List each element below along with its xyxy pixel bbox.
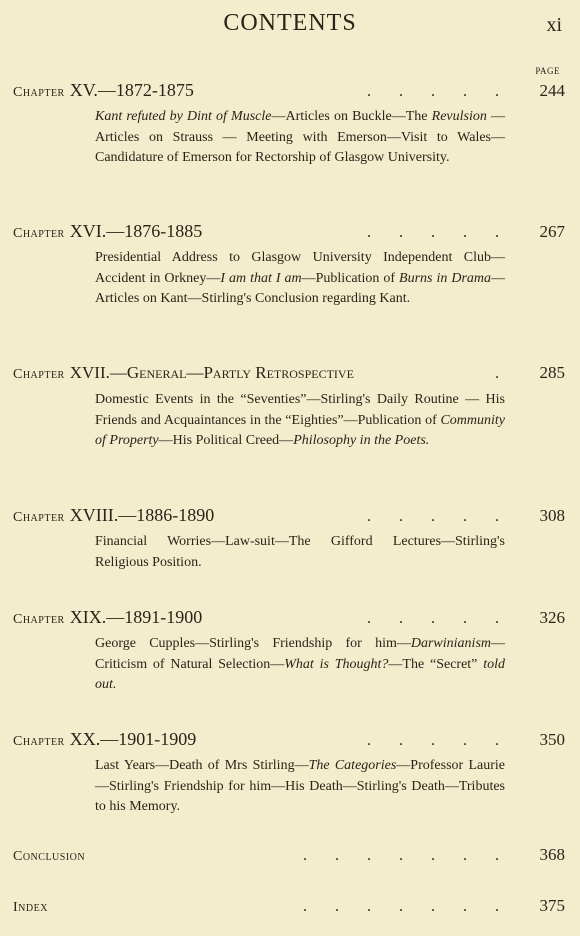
leader-dots: ..... [367,508,527,525]
page-ref: 244 [539,81,565,100]
description-text: Last Years—Death of Mrs Stirling— [95,758,309,773]
page-column-label: PAGE [535,66,560,76]
index-label: Index [13,900,48,915]
description-text: — Articles on Strauss — Meeting with Emerson—Visit to Wales—Candidature of Emerson for Rectorship of Glasgow University. [95,109,505,165]
toc-entry-line [13,363,565,387]
description-text: Financial Worries—Law-suit—The Gifford Lectures—Stirling's Religious Position. [95,534,505,570]
chapter-label: Chapter [13,226,65,241]
italic-title: What is Thought? [284,656,389,672]
chapter-description [95,756,505,818]
chapter-title: XIX.—1891-1900 [69,607,203,627]
toc-entry-line [13,505,565,529]
toc-entry-line [13,607,565,631]
leader-dots: ..... [367,224,527,241]
chapter-description [95,107,505,169]
description-text: —Criticism of Natural Selection— [95,636,505,672]
description-text: —Articles on Kant—Stirling's Conclusion regarding Kant. [95,270,505,306]
italic-title: Community of Property [95,412,505,448]
description-text: —Articles on Buckle—The [271,109,432,124]
toc-entry-line [13,221,565,245]
italic-title: Kant refuted by Dint of Muscle [95,109,272,124]
page-ref: 375 [539,896,565,915]
chapter-title: XVI.—1876-1885 [69,221,203,241]
chapter-label: Chapter [13,85,65,100]
description-text: Presidential Address to Glasgow University Independent Club—Accident in Orkney— [95,250,505,286]
chapter-label: Chapter [13,367,65,382]
chapter-label: Chapter [13,734,65,749]
toc-entry-line [13,896,565,920]
description-text: —His Political Creed— [158,433,294,448]
description-text: Domestic Events in the “Seventies”—Stirling's Daily Routine — His Friends and Acquaintances in the “Eighties”—Publication of [95,392,505,428]
italic-title: Revulsion [431,109,487,124]
toc-entry-line [13,729,565,753]
page-ref: 350 [539,730,565,749]
italic-title: told out. [95,656,505,692]
page-ref: 308 [539,506,565,525]
toc-entry-line [13,845,565,869]
description-text: —Professor Laurie—Stirling's Friendship for him—His Death—Stirling's Death—Tributes to his Memory. [95,758,505,814]
leader-dots: ....... [303,847,527,864]
description-text: George Cupples—Stirling's Friendship for him— [95,636,411,651]
description-text: —Publication of [301,270,400,286]
description-text: —The “Secret” [388,656,484,672]
chapter-label: Chapter [13,510,65,525]
page-number: xi [546,14,562,36]
page-ref: 368 [539,845,565,864]
toc-entry-line [13,80,565,104]
leader-dots: ..... [367,610,527,627]
italic-title: The Categories [308,758,397,773]
leader-dots: . [495,365,527,382]
italic-title: Darwinianism [410,636,491,651]
page-ref: 285 [539,363,565,382]
page-ref: 326 [539,608,565,627]
chapter-title: XVII.—General—Partly Retrospective [69,363,354,382]
italic-title: I am that I am [220,270,302,286]
leader-dots: ..... [367,83,527,100]
italic-title: Philosophy in the Poets. [293,433,430,448]
chapter-description [95,634,505,696]
chapter-description [95,248,505,310]
page-title: CONTENTS [223,10,357,36]
leader-dots: ..... [367,732,527,749]
conclusion-label: Conclusion [13,849,86,864]
italic-title: Burns in Drama [399,270,491,286]
leader-dots: ....... [303,898,527,915]
chapter-description [95,390,505,452]
chapter-title: XVIII.—1886-1890 [69,505,215,525]
page-ref: 267 [539,222,565,241]
chapter-title: XV.—1872-1875 [69,80,194,100]
chapter-title: XX.—1901-1909 [69,729,197,749]
chapter-description [95,532,505,573]
chapter-label: Chapter [13,612,65,627]
